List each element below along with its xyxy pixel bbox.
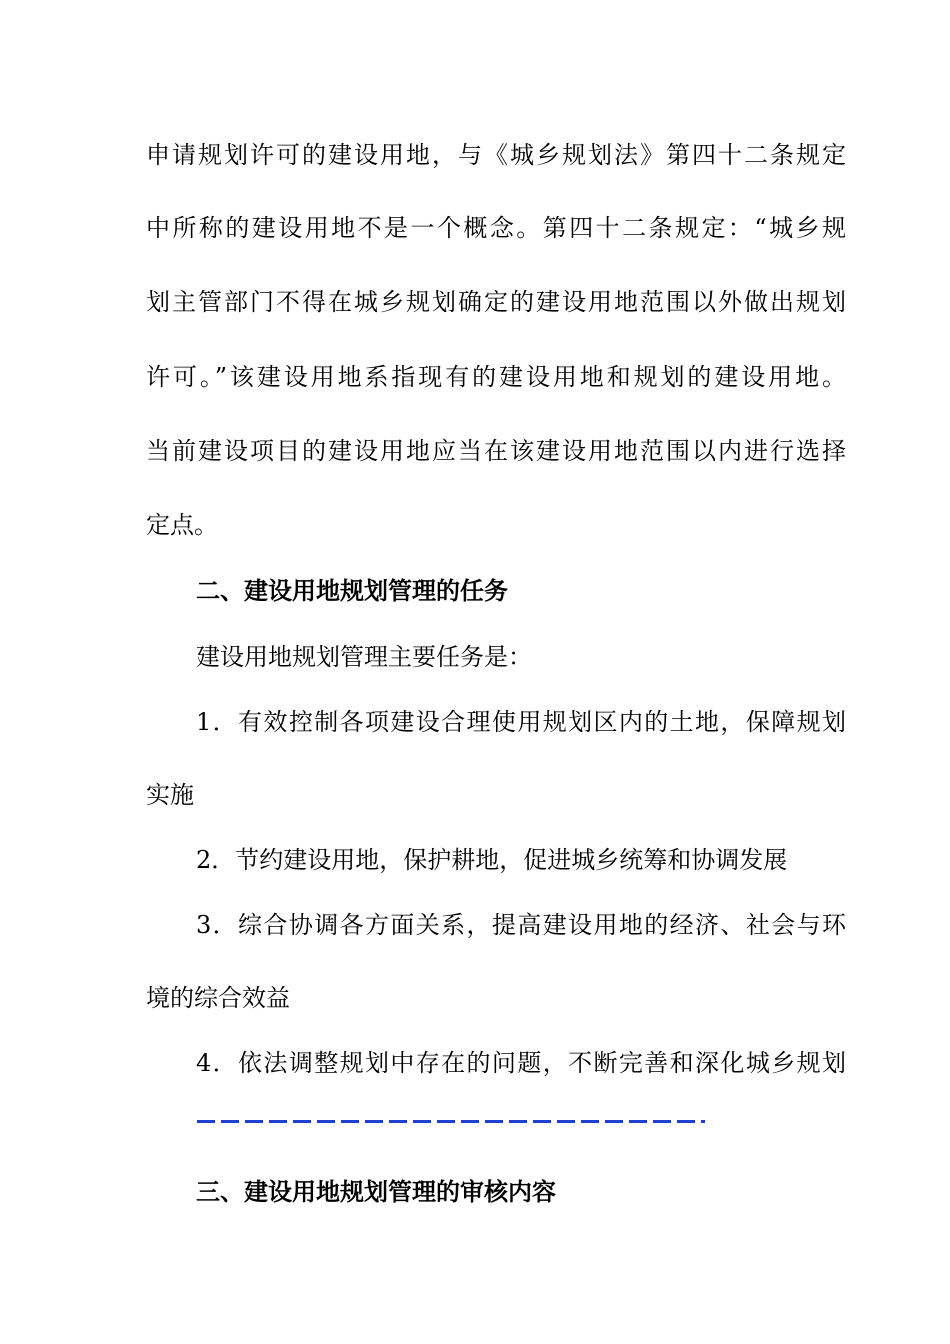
section-heading: 二、建设用地规划管理的任务 <box>196 576 508 605</box>
paragraph-line: 当前建设项目的建设用地应当在该建设用地范围以内进行选择 <box>146 437 846 465</box>
task-item-1-continued: 实施 <box>146 781 194 809</box>
task-item-1: 1．有效控制各项建设合理使用规划区内的土地，保障规划 <box>196 708 846 736</box>
task-item-4: 4．依法调整规划中存在的问题，不断完善和深化城乡规划 <box>196 1049 846 1077</box>
task-item-3-continued: 境的综合效益 <box>146 984 290 1012</box>
paragraph-line: 许可。”该建设用地系指现有的建设用地和规划的建设用地。 <box>146 363 846 391</box>
section-heading: 三、建设用地规划管理的审核内容 <box>196 1177 556 1206</box>
task-item-3: 3．综合协调各方面关系，提高建设用地的经济、社会与环 <box>196 911 846 939</box>
dashed-separator <box>197 1120 705 1123</box>
task-item-2: 2．节约建设用地，保护耕地，促进城乡统筹和协调发展 <box>196 846 788 874</box>
section-intro: 建设用地规划管理主要任务是： <box>196 643 532 671</box>
paragraph-line: 划主管部门不得在城乡规划确定的建设用地范围以外做出规划 <box>146 288 846 316</box>
paragraph-line: 中所称的建设用地不是一个概念。第四十二条规定：“城乡规 <box>146 214 846 242</box>
paragraph-line: 申请规划许可的建设用地，与《城乡规划法》第四十二条规定 <box>146 141 846 169</box>
paragraph-line: 定点。 <box>146 511 218 539</box>
